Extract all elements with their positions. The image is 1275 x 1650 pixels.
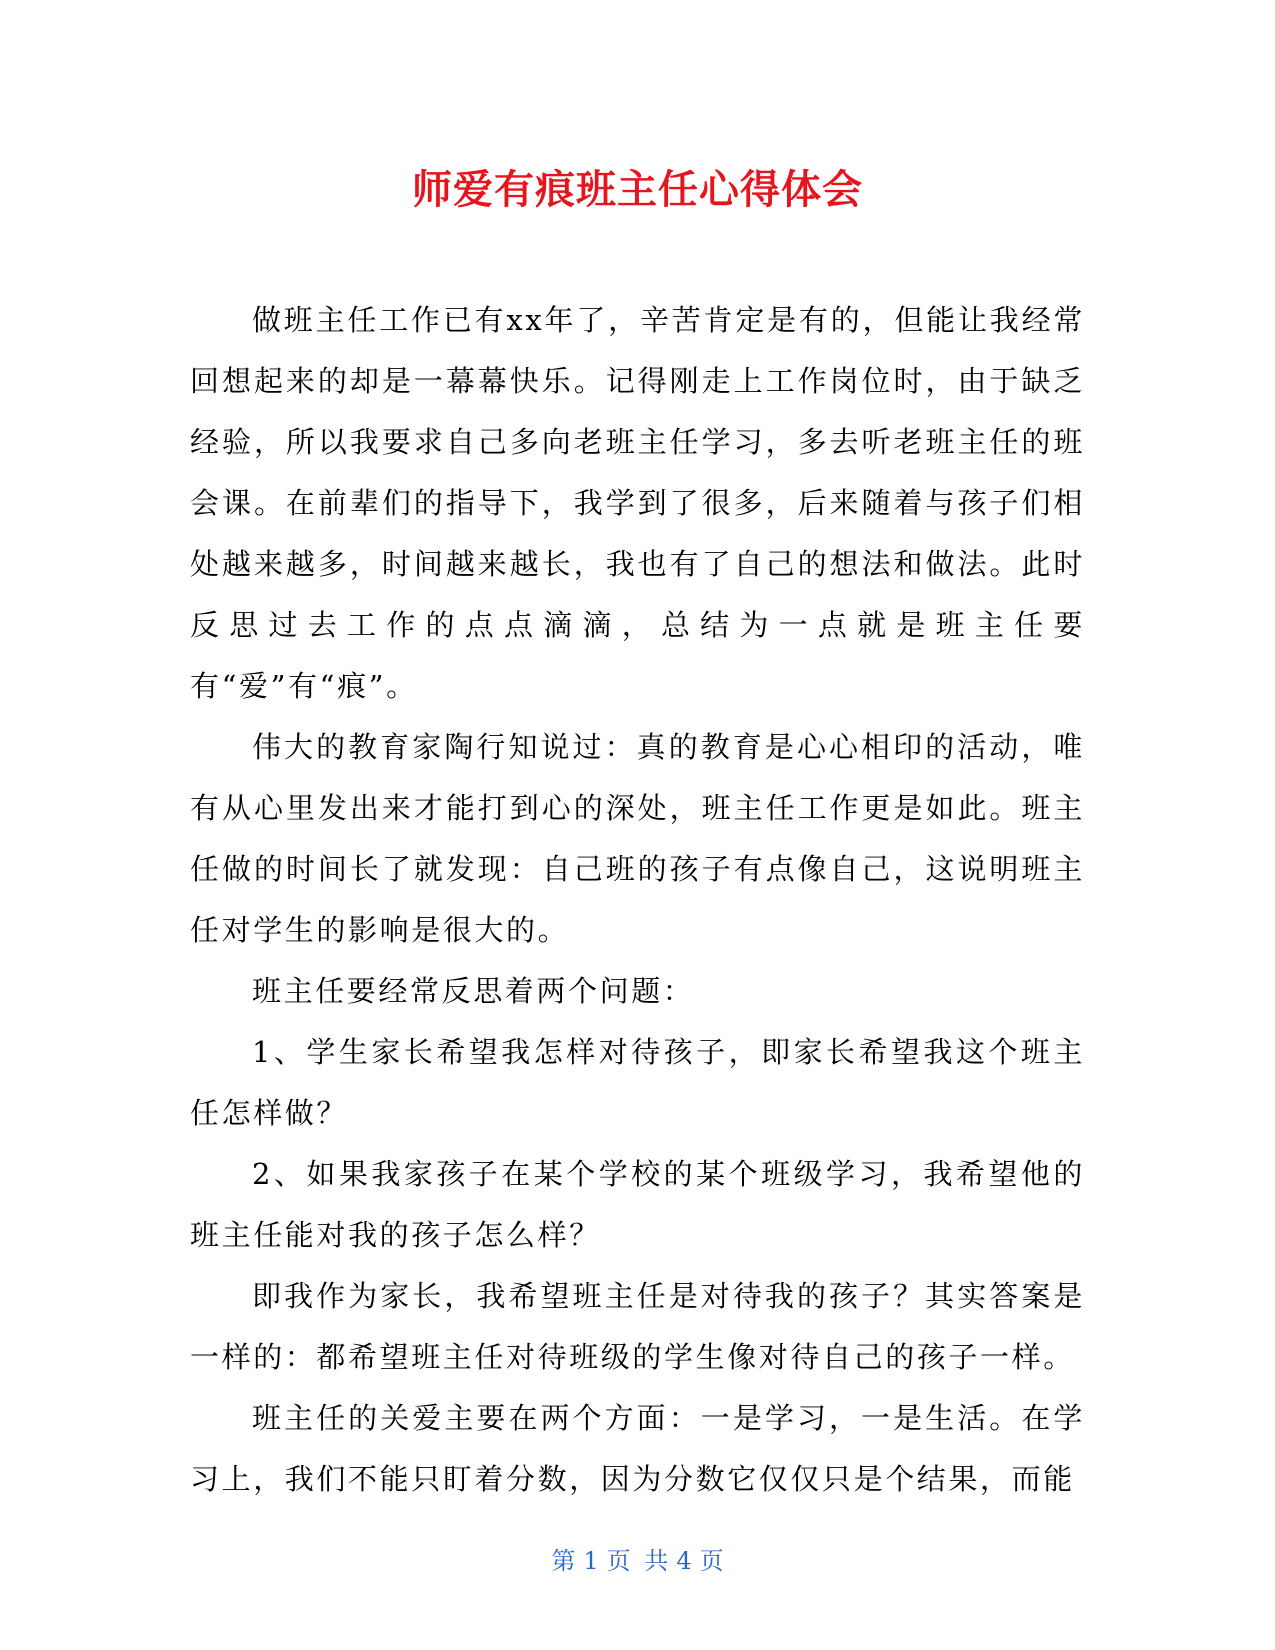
paragraph-6: 即我作为家长，我希望班主任是对待我的孩子？其实答案是一样的：都希望班主任对待班级的学生像对待自己的孩子一样。 (190, 1279, 1085, 1374)
paragraph-3: 班主任要经常反思着两个问题： (252, 974, 695, 1008)
footer-prefix: 第 (551, 1547, 576, 1575)
footer-mid: 页 共 (606, 1547, 669, 1575)
paragraph-7: 班主任的关爱主要在两个方面：一是学习，一是生活。在学习上，我们不能只盯着分数，因为分数它仅仅只是个结果，而能 (190, 1401, 1085, 1496)
footer-current-page: 1 (583, 1547, 599, 1575)
paragraph-4: 1、学生家长希望我怎样对待孩子，即家长希望我这个班主任怎样做？ (190, 1035, 1085, 1130)
page-footer (0, 1545, 1275, 1577)
paragraph-5: 2、如果我家孩子在某个学校的某个班级学习，我希望他的班主任能对我的孩子怎么样？ (190, 1157, 1085, 1252)
footer-total-pages: 4 (676, 1547, 692, 1575)
footer-suffix: 页 (699, 1547, 724, 1575)
document-title: 师爱有痕班主任心得体会 (412, 167, 863, 213)
document-body (190, 290, 1085, 1510)
paragraph-2: 伟大的教育家陶行知说过：真的教育是心心相印的活动，唯有从心里发出来才能打到心的深处，班主任工作更是如此。班主任做的时间长了就发现：自己班的孩子有点像自己，这说明班主任对学生的影响是很大的。 (190, 730, 1085, 947)
paragraph-1: 做班主任工作已有xx年了，辛苦肯定是有的，但能让我经常回想起来的却是一幕幕快乐。记得刚走上工作岗位时，由于缺乏经验，所以我要求自己多向老班主任学习，多去听老班主任的班会课。在前辈们的指导下，我学到了很多，后来随着与孩子们相处越来越多，时间越来越长，我也有了自己的想法和做法。此时反思过去工作的点点滴滴，总结为一点就是班主任要有“爱”有“痕”。 (190, 303, 1085, 703)
